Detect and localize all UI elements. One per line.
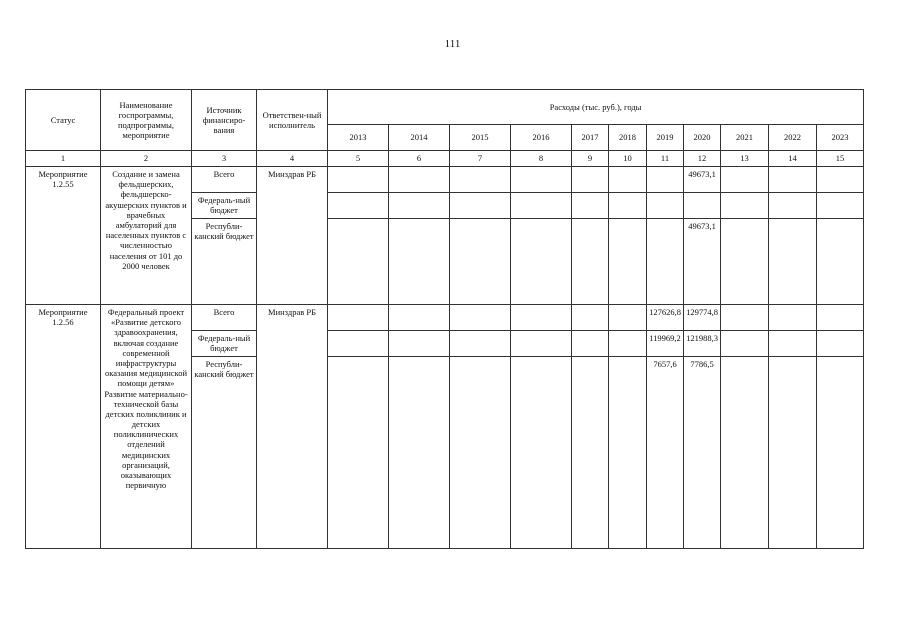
expense-value <box>450 219 511 305</box>
funding-source: Всего <box>192 305 257 331</box>
expense-value <box>647 193 684 219</box>
expense-value <box>769 305 817 331</box>
funding-source: Федераль-ный бюджет <box>192 331 257 357</box>
expense-value <box>769 331 817 357</box>
expense-value: 49673,1 <box>684 167 721 193</box>
expense-value <box>328 305 389 331</box>
expense-value <box>769 193 817 219</box>
event-status: Мероприятие 1.2.55 <box>26 167 101 305</box>
funding-source: Республи-канский бюджет <box>192 357 257 549</box>
column-number: 12 <box>684 151 721 167</box>
year-header: 2015 <box>450 125 511 151</box>
column-numbers-row <box>26 151 864 167</box>
expense-value <box>389 331 450 357</box>
expense-value <box>572 331 609 357</box>
column-number: 13 <box>721 151 769 167</box>
column-number: 5 <box>328 151 389 167</box>
header-row <box>26 90 864 125</box>
header-source: Источник финансиро-вания <box>192 90 257 151</box>
column-number: 9 <box>572 151 609 167</box>
expense-value: 129774,8 <box>684 305 721 331</box>
expense-value <box>769 357 817 549</box>
column-number: 10 <box>609 151 647 167</box>
expense-value: 7786,5 <box>684 357 721 549</box>
expense-value <box>572 357 609 549</box>
expense-value <box>511 357 572 549</box>
header-name: Наименование госпрограммы, подпрограммы, мероприятие <box>101 90 192 151</box>
expense-value <box>511 193 572 219</box>
expense-value: 119969,2 <box>647 331 684 357</box>
expense-value <box>328 193 389 219</box>
year-header: 2020 <box>684 125 721 151</box>
expense-value <box>450 193 511 219</box>
column-number: 7 <box>450 151 511 167</box>
expense-value <box>328 331 389 357</box>
column-number: 3 <box>192 151 257 167</box>
expense-value <box>389 167 450 193</box>
expense-value <box>450 305 511 331</box>
column-number: 8 <box>511 151 572 167</box>
expense-value <box>511 305 572 331</box>
expense-value: 121988,3 <box>684 331 721 357</box>
year-header: 2014 <box>389 125 450 151</box>
expense-value <box>572 219 609 305</box>
expense-value <box>511 219 572 305</box>
expense-value <box>572 193 609 219</box>
expense-value <box>328 357 389 549</box>
expense-value <box>647 219 684 305</box>
expense-value <box>769 219 817 305</box>
column-number: 2 <box>101 151 192 167</box>
expense-value <box>328 219 389 305</box>
year-header: 2013 <box>328 125 389 151</box>
expense-value <box>389 357 450 549</box>
year-header: 2017 <box>572 125 609 151</box>
header-executor: Ответствен-ный исполнитель <box>257 90 328 151</box>
table-row <box>26 305 864 331</box>
expense-value <box>609 219 647 305</box>
year-header: 2019 <box>647 125 684 151</box>
expense-value <box>769 167 817 193</box>
expense-value <box>450 167 511 193</box>
expense-value <box>817 331 864 357</box>
funding-source: Республи-канский бюджет <box>192 219 257 305</box>
header-status: Статус <box>26 90 101 151</box>
table-row <box>26 167 864 193</box>
column-number: 11 <box>647 151 684 167</box>
year-header: 2021 <box>721 125 769 151</box>
expense-value <box>328 167 389 193</box>
expense-value <box>450 357 511 549</box>
funding-source: Федераль-ный бюджет <box>192 193 257 219</box>
expense-value <box>572 305 609 331</box>
expense-value <box>817 219 864 305</box>
expense-value <box>721 167 769 193</box>
expense-value <box>389 193 450 219</box>
year-header: 2022 <box>769 125 817 151</box>
expense-value <box>450 331 511 357</box>
expense-value <box>609 305 647 331</box>
expense-value <box>389 219 450 305</box>
expense-value: 127626,8 <box>647 305 684 331</box>
year-header: 2023 <box>817 125 864 151</box>
event-name: Федеральный проект «Развитие детского здравоохранения, включая создание современной инфраструктуры оказания медицинской помощи детям» Развитие материально-технической базы детских поликлиник и детских поликлинических отделений медицинских организаций, оказывающих первичную <box>101 305 192 549</box>
expense-value <box>817 357 864 549</box>
column-number: 6 <box>389 151 450 167</box>
funding-source: Всего <box>192 167 257 193</box>
expense-value <box>721 305 769 331</box>
expense-value: 7657,6 <box>647 357 684 549</box>
column-number: 4 <box>257 151 328 167</box>
expense-value <box>721 331 769 357</box>
expense-value <box>817 193 864 219</box>
expense-value <box>511 167 572 193</box>
responsible-executor: Минздрав РБ <box>257 305 328 549</box>
expense-value <box>389 305 450 331</box>
event-name: Создание и замена фельдшерских, фельдшерско-акушерских пунктов и врачебных амбулаторий для населенных пунктов с численностью населения от 101 до 2000 человек <box>101 167 192 305</box>
expense-value <box>572 167 609 193</box>
expense-value <box>609 193 647 219</box>
expense-value <box>721 219 769 305</box>
column-number: 1 <box>26 151 101 167</box>
year-header: 2016 <box>511 125 572 151</box>
column-number: 15 <box>817 151 864 167</box>
page-number: 111 <box>444 38 461 50</box>
expense-value <box>609 331 647 357</box>
header-expenses: Расходы (тыс. руб.), годы <box>328 90 864 125</box>
column-number: 14 <box>769 151 817 167</box>
event-status: Мероприятие 1.2.56 <box>26 305 101 549</box>
budget-table <box>25 89 864 549</box>
expense-value <box>511 331 572 357</box>
expense-value <box>721 357 769 549</box>
expense-value <box>647 167 684 193</box>
expense-value: 49673,1 <box>684 219 721 305</box>
expense-value <box>817 305 864 331</box>
expense-value <box>684 193 721 219</box>
expense-value <box>609 357 647 549</box>
responsible-executor: Минздрав РБ <box>257 167 328 305</box>
expense-value <box>721 193 769 219</box>
expense-value <box>609 167 647 193</box>
expense-value <box>817 167 864 193</box>
year-header: 2018 <box>609 125 647 151</box>
